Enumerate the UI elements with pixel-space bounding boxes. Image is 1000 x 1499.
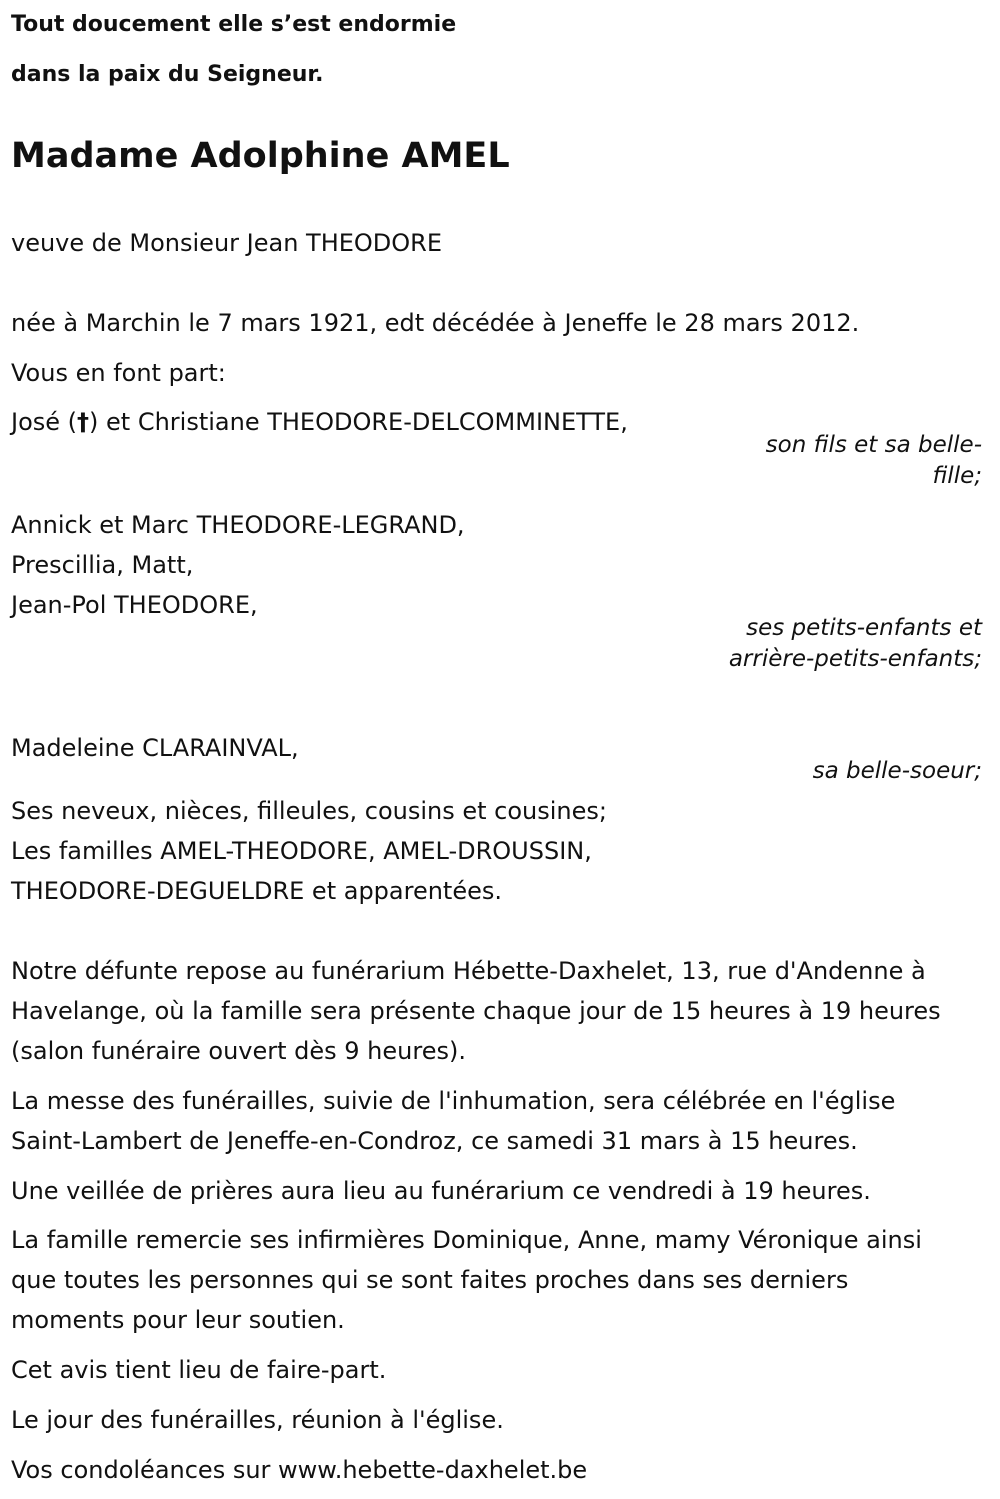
condolences-paragraph: Vos condoléances sur www.hebette-daxhelet.be <box>11 1456 588 1484</box>
funerarium-paragraph: Notre défunte repose au funérarium Hébette-Daxhelet, 13, rue d'Andenne à Havelange, où la famille sera présente chaque jour de 15 heures à 19 heures (salon funéraire ouvert dès 9 heures). <box>11 957 941 1065</box>
grandchild-line-1: Annick et Marc THEODORE-LEGRAND, <box>11 511 465 539</box>
son-prefix: José ( <box>11 408 78 436</box>
others-line-1: Ses neveux, nièces, filleules, cousins et cousines; <box>11 797 607 825</box>
mass-paragraph: La messe des funérailles, suivie de l'inhumation, sera célébrée en l'église Saint-Lambert de Jeneffe-en-Condroz, ce samedi 31 mars à 15 heures. <box>11 1087 896 1155</box>
thanks-paragraph: La famille remercie ses infirmières Dominique, Anne, mamy Véronique ainsi que toutes les personnes qui se sont faites proches dans ses derniers moments pour leur soutien. <box>11 1226 922 1334</box>
birth-death: née à Marchin le 7 mars 1921, edt décédée à Jeneffe le 28 mars 2012. <box>11 309 860 337</box>
others-line-3: THEODORE-DEGUELDRE et apparentées. <box>11 877 503 905</box>
sister-in-law-role: sa belle-soeur; <box>812 758 982 784</box>
notice-paragraph: Cet avis tient lieu de faire-part. <box>11 1356 387 1384</box>
deceased-name: Madame Adolphine AMEL <box>11 136 510 176</box>
intro-line-2: dans la paix du Seigneur. <box>11 62 324 87</box>
family-son <box>11 407 628 437</box>
grandchild-line-3: Jean-Pol THEODORE, <box>11 591 258 619</box>
cross-icon: † <box>77 408 90 436</box>
sister-in-law: Madeleine CLARAINVAL, <box>11 734 299 762</box>
grandchildren-role: ses petits-enfants et arrière-petits-enfants; <box>728 615 982 672</box>
meeting-paragraph: Le jour des funérailles, réunion à l'église. <box>11 1406 504 1434</box>
son-role: son fils et sa belle-fille; <box>765 432 982 489</box>
intro-line-1: Tout doucement elle s’est endormie <box>11 12 457 37</box>
others-line-2: Les familles AMEL-THEODORE, AMEL-DROUSSIN, <box>11 837 592 865</box>
announce: Vous en font part: <box>11 359 226 387</box>
son-suffix: ) et Christiane THEODORE-DELCOMMINETTE, <box>89 408 628 436</box>
widow-of: veuve de Monsieur Jean THEODORE <box>11 229 443 257</box>
vigil-paragraph: Une veillée de prières aura lieu au funérarium ce vendredi à 19 heures. <box>11 1177 871 1205</box>
grandchild-line-2: Prescillia, Matt, <box>11 551 194 579</box>
